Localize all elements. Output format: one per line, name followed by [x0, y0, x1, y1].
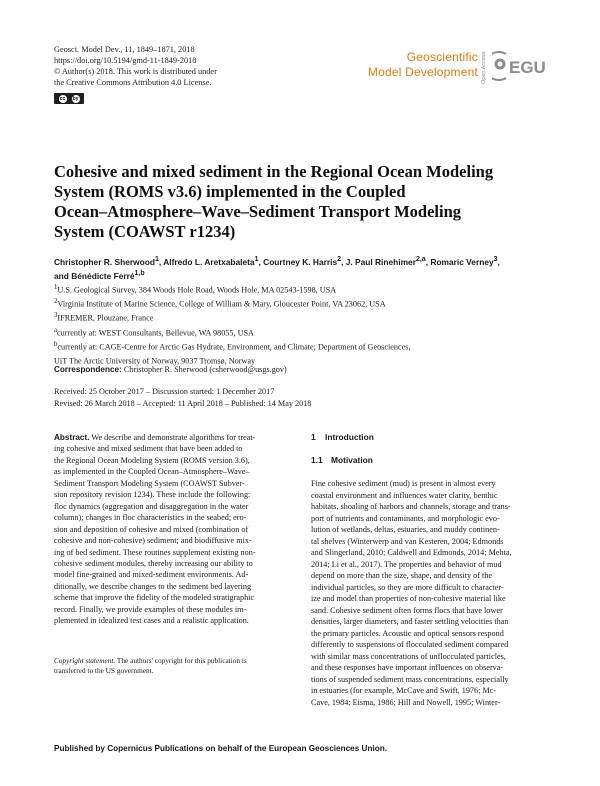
abstract-label: Abstract. [54, 433, 90, 442]
abstract-line: ing of bed sediment. These routines supplement existing non- [54, 547, 256, 557]
intro-line: Fine cohesive sediment (mud) is present in almost every [311, 479, 496, 488]
affiliation: UiT The Arctic University of Norway, 9037 Tromsø, Norway [54, 356, 256, 366]
introduction-text [311, 478, 551, 708]
abstract-line: plemented in idealized test cases and a realistic application. [54, 616, 249, 626]
abstract-line: cohesive sediment modules, thereby increasing our ability to [54, 558, 253, 568]
intro-line: with similar mass concentrations of unflocculated particles, [311, 651, 506, 661]
intro-line: the primary particles. Acoustic and optical sensors respond [311, 628, 504, 638]
author-name: J. Paul Rinehimer [345, 256, 416, 267]
cc-by-badge[interactable] [54, 93, 84, 104]
paper-title [54, 162, 534, 242]
abstract-line: sion and deposition of cohesive and mixed (combination of [54, 524, 249, 534]
affiliation: $^a$currently at: WEST Consultants, Bellevue, WA 98055, USA [54, 326, 254, 338]
author-sup: 1 [154, 256, 159, 263]
citation-header [54, 44, 217, 88]
open-access-text: Open Access [481, 51, 487, 84]
title-line-1: Cohesive and mixed sediment in the Regional Ocean Modeling [54, 162, 494, 181]
abstract-line: ditionally, we describe changes to the sediment bed layering [54, 581, 252, 591]
author-name: Romaric Verney [430, 256, 494, 267]
intro-line: 2014; Li et al., 2017). The properties and behavior of mud [311, 559, 502, 569]
citation-line: Geosci. Model Dev., 11, 1849–1871, 2018 [54, 45, 195, 54]
copyright-label: Copyright statement. [54, 656, 116, 665]
abstract-line: Abstract. We describe and demonstrate algorithms for treat- [54, 433, 256, 442]
abstract-line: the Regional Ocean Modeling System (ROMS version 3.6), [54, 455, 250, 465]
license-line-1: © Author(s) 2018. This work is distributed under [54, 67, 217, 76]
author-joiner: and [54, 271, 69, 282]
intro-line: and these responses have important influences on observa- [311, 663, 504, 672]
author-sup: 2 [337, 256, 342, 263]
intro-line: differently to suspensions of flocculated sediment compared [311, 640, 509, 649]
title-line-2: System (ROMS v3.6) implemented in the Coupled [54, 182, 406, 201]
dates-line-1: Received: 25 October 2017 – Discussion started: 1 December 2017 [54, 387, 275, 396]
intro-line: sand. Cohesive sediment often forms flocs that have lower [311, 605, 503, 615]
doi-link[interactable]: https://doi.org/10.5194/gmd-11-1849-2018 [54, 56, 197, 65]
intro-line: in estuaries (for example, McCave and Swift, 1976; Mc- [311, 686, 497, 695]
abstract [54, 432, 296, 627]
publisher-footer: Published by Copernicus Publications on behalf of the European Geosciences Union. [54, 744, 388, 753]
intro-line: habitats, shoaling of harbors and channels, storage and trans- [311, 502, 511, 511]
journal-name-line-2: Model Development [367, 65, 478, 79]
intro-line: ize and model than properties of non-cohesive material like [311, 594, 506, 603]
author-sup: 2,a [415, 256, 426, 263]
journal-name-line-1: Geoscientific [406, 50, 478, 64]
abstract-line: cohesive and non-cohesive) sediment; and biodiffusive mix- [54, 536, 252, 546]
abstract-line: as implemented in the Coupled Ocean–Atmosphere–Wave– [54, 467, 250, 477]
egu-logo-text: EGU [509, 58, 546, 77]
correspondence-label: Correspondence: [54, 365, 122, 374]
affiliation: $^2$Virginia Institute of Marine Science, College of William & Mary, Gloucester Point, VA 23062, USA [54, 298, 386, 309]
cc-icon: cc [59, 95, 66, 102]
egu-logo-icon [492, 48, 546, 84]
abstract-line: scheme that improve the fidelity of the modeled stratigraphic [54, 593, 255, 603]
open-access-label [481, 46, 489, 84]
author-name: Bénédicte Ferré [71, 271, 135, 282]
affiliation: $^3$IFREMER, Plouzane, France [54, 312, 154, 324]
intro-line: lution of wetlands, deltas, estuaries, and muddy continen- [311, 525, 500, 534]
intro-line: depend on more than the size, shape, and density of the [311, 571, 492, 580]
intro-line: individual particles, so they are more difficult to character- [311, 582, 504, 592]
intro-line: port of nutrients and contaminants, and morphologic evo- [311, 513, 500, 523]
intro-line: Cave, 1984; Eisma, 1986; Hill and Nowell, 1995; Winter- [311, 697, 501, 707]
correspondence [54, 365, 287, 374]
intro-line: densities, larger diameters, and faster settling velocities than [311, 617, 509, 626]
copyright-statement: Copyright statement. The authors' copyright for this publication is transferred to the US government. [54, 656, 247, 675]
affiliation: $^b$currently at: CAGE-Centre for Arctic Gas Hydrate, Environment, and Climate; Department of Geosciences, [54, 340, 411, 352]
abstract-line: Sediment Transport Modeling System (COAWST Subver- [54, 478, 245, 488]
section-heading-introduction: 1 Introduction [311, 432, 374, 442]
author-sup: 1,b [134, 270, 145, 278]
author-sup: 3 [493, 256, 498, 263]
correspondence-text[interactable]: Christopher R. Sherwood (csherwood@usgs.gov) [123, 365, 287, 374]
abstract-line: floc dynamics (aggregation and disaggregation in the water [54, 501, 249, 511]
abstract-line: model fine-grained and mixed-sediment environments. Ad- [54, 570, 249, 580]
abstract-line: column); changes in floc characteristics in the seabed; ero- [54, 513, 247, 523]
title-line-4: System (COAWST r1234) [54, 222, 236, 241]
affiliation-list [54, 282, 550, 367]
affiliation: $^1$U.S. Geological Survey, 384 Woods Hole Road, Woods Hole, MA 02543-1598, USA [54, 284, 337, 295]
intro-line: tal shelves (Winterwerp and van Kesteren, 2004; Edmonds [311, 536, 504, 546]
title-line-3: Ocean–Atmosphere–Wave–Sediment Transport Modeling [54, 202, 461, 221]
author-list: Christopher R. Sherwood$^1$, Alfredo L. Aretxabaleta$^1$, Courtney K. Harris$^2$, J. Paul Rinehimer$^{2,a}$, Romaric Verney$^3$, and Bénédicte Ferré$^{1,b}$ [54, 256, 500, 282]
author-name: Alfredo L. Aretxabaleta [163, 256, 255, 267]
abstract-line: ing cohesive and mixed sediment that have been added to [54, 444, 243, 454]
by-icon: by [72, 95, 79, 102]
author-sup: 1 [254, 256, 259, 263]
section-heading-motivation: 1.1 Motivation [311, 455, 373, 465]
abstract-line: sion repository revision 1234). These include the following: [54, 490, 251, 500]
license-line-2: the Creative Commons Attribution 4.0 License. [54, 78, 212, 87]
author-name: Christopher R. Sherwood [54, 256, 155, 267]
author-name: Courtney K. Harris [263, 256, 338, 267]
intro-line: and Slingerland, 2010; Caldwell and Edmonds, 2014; Mehta, [311, 548, 512, 557]
intro-line: tions of suspended sediment mass concentrations, especially [311, 674, 509, 684]
dates-line-2: Revised: 26 March 2018 – Accepted: 11 April 2018 – Published: 14 May 2018 [54, 398, 312, 408]
publication-dates [54, 386, 311, 409]
journal-name [368, 50, 478, 80]
abstract-line: record. Finally, we provide examples of these modules im- [54, 604, 247, 614]
intro-line: coastal environment and influences water clarity, benthic [311, 490, 498, 500]
